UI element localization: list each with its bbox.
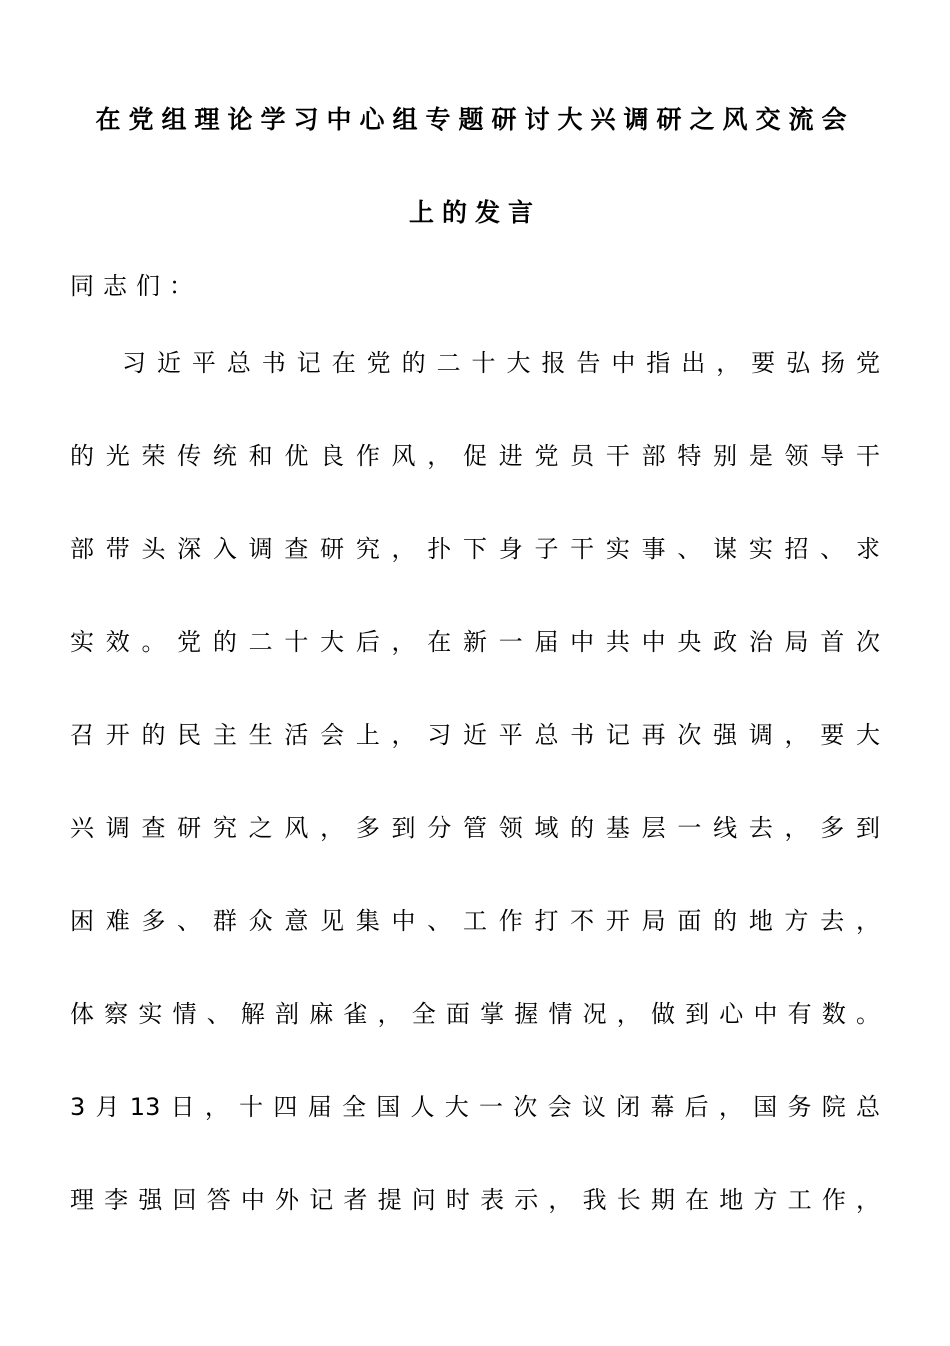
body-line-4: 实效。党的二十大后，在新一届中共中央政治局首次 (70, 628, 880, 656)
body-line-10: 理李强回答中外记者提问时表示，我长期在地方工作， (70, 1186, 880, 1214)
body-line-2: 的光荣传统和优良作风，促进党员干部特别是领导干 (70, 442, 880, 470)
document-title-line-1: 在党组理论学习中心组专题研讨大兴调研之风交流会 (95, 105, 855, 134)
body-line-7: 困难多、群众意见集中、工作打不开局面的地方去， (70, 907, 880, 935)
document-title-line-2: 上的发言 (408, 198, 541, 227)
body-line-5: 召开的民主生活会上，习近平总书记再次强调，要大 (70, 721, 880, 749)
body-line-9: 3月13日，十四届全国人大一次会议闭幕后，国务院总 (70, 1093, 880, 1121)
body-line-6: 兴调查研究之风，多到分管领域的基层一线去，多到 (70, 814, 880, 842)
body-line-1: 习近平总书记在党的二十大报告中指出，要弘扬党 (122, 349, 880, 377)
salutation: 同志们： (70, 272, 202, 300)
body-line-8: 体察实情、解剖麻雀，全面掌握情况，做到心中有数。 (70, 1000, 880, 1028)
body-line-3: 部带头深入调查研究，扑下身子干实事、谋实招、求 (70, 535, 880, 563)
